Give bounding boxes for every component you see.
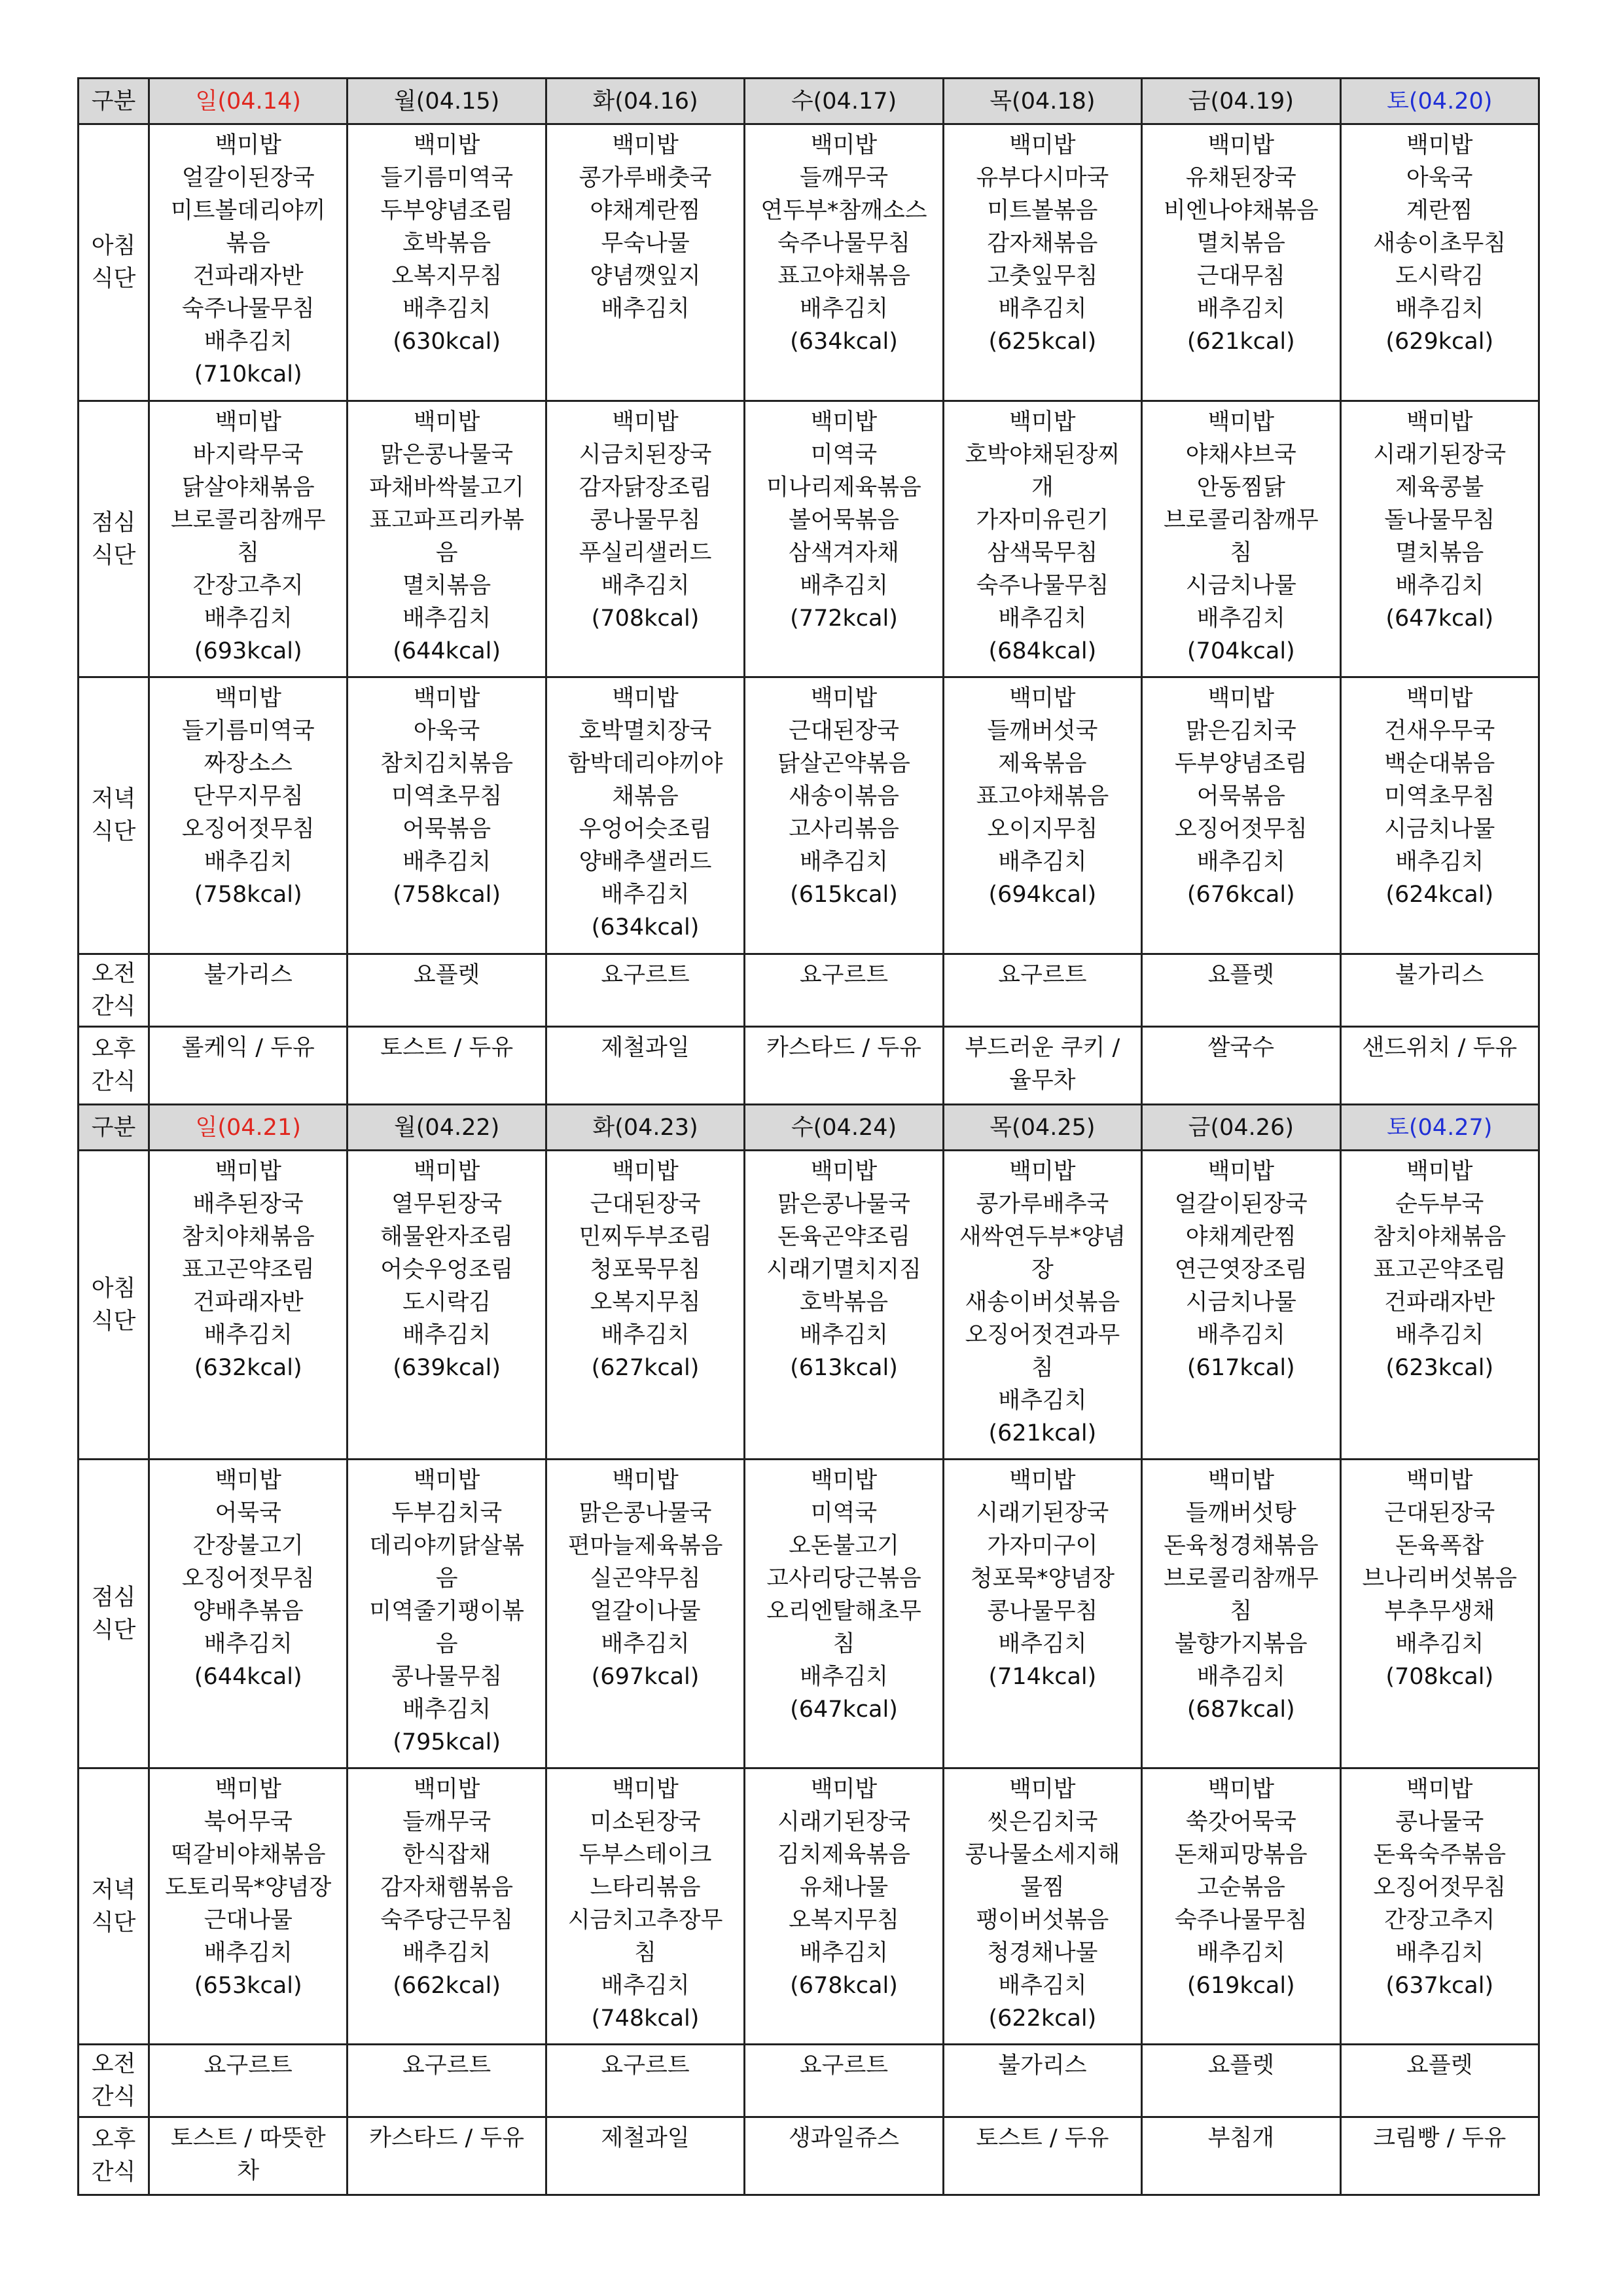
header-category: 구분: [79, 79, 149, 124]
week1-header-row: [79, 79, 1539, 124]
menu-cell: 백미밥 배추된장국 참치야채볶음 표고곤약조림 건파래자반 배추김치 (632kcal): [149, 1151, 348, 1460]
menu-cell: 백미밥 바지락무국 닭살야채볶음 브로콜리참깨무 침 간장고추지 배추김치 (693kcal): [149, 401, 348, 677]
menu-cell: 카스타드 / 두유: [745, 1027, 943, 1105]
menu-cell: 백미밥 들깨무국 연두부*참깨소스 숙주나물무침 표고야채볶음 배추김치 (634kcal): [745, 124, 943, 401]
header-day-fri: 금(04.19): [1142, 79, 1340, 124]
menu-cell: 백미밥 얼갈이된장국 미트볼데리야끼 볶음 건파래자반 숙주나물무침 배추김치 (710kcal): [149, 124, 348, 401]
menu-cell: 부드러운 쿠키 / 율무차: [943, 1027, 1141, 1105]
week2-dinner-row: [79, 1768, 1539, 2045]
menu-cell: 카스타드 / 두유: [348, 2117, 546, 2195]
header-day-wed: 수(04.24): [745, 1105, 943, 1151]
header-day-mon: 월(04.15): [348, 79, 546, 124]
menu-cell: 백미밥 맑은콩나물국 돈육곤약조림 시래기멸치지짐 호박볶음 배추김치 (613kcal): [745, 1151, 943, 1460]
menu-cell: 요플렛: [1142, 2045, 1340, 2117]
menu-cell: 백미밥 들기름미역국 두부양념조림 호박볶음 오복지무침 배추김치 (630kcal): [348, 124, 546, 401]
week2-header-row: [79, 1105, 1539, 1151]
row-label-dinner: 저녁 식단: [79, 1768, 149, 2045]
menu-cell: 롤케익 / 두유: [149, 1027, 348, 1105]
menu-cell: 요구르트: [546, 954, 744, 1027]
row-label-dinner: 저녁 식단: [79, 677, 149, 954]
menu-cell: 백미밥 건새우무국 백순대볶음 미역초무침 시금치나물 배추김치 (624kcal): [1340, 677, 1539, 954]
menu-cell: 백미밥 순두부국 참치야채볶음 표고곤약조림 건파래자반 배추김치 (623kcal): [1340, 1151, 1539, 1460]
meal-schedule-table: [77, 77, 1540, 2196]
header-day-thu: 목(04.18): [943, 79, 1141, 124]
menu-cell: 백미밥 맑은김치국 두부양념조림 어묵볶음 오징어젓무침 배추김치 (676kcal): [1142, 677, 1340, 954]
week2-breakfast-row: [79, 1151, 1539, 1460]
menu-cell: 백미밥 들깨버섯국 제육볶음 표고야채볶음 오이지무침 배추김치 (694kcal): [943, 677, 1141, 954]
menu-cell: 백미밥 북어무국 떡갈비야채볶음 도토리묵*양념장 근대나물 배추김치 (653kcal): [149, 1768, 348, 2045]
menu-cell: 백미밥 씻은김치국 콩나물소세지해 물찜 팽이버섯볶음 청경채나물 배추김치 (622kcal): [943, 1768, 1141, 2045]
menu-cell: 백미밥 들깨버섯탕 돈육청경채볶음 브로콜리참깨무 침 불향가지볶음 배추김치 (687kcal): [1142, 1460, 1340, 1768]
menu-cell: 백미밥 콩가루배춧국 야채계란찜 무숙나물 양념깻잎지 배추김치: [546, 124, 744, 401]
menu-cell: 백미밥 콩나물국 돈육숙주볶음 오징어젓무침 간장고추지 배추김치 (637kcal): [1340, 1768, 1539, 2045]
menu-cell: 백미밥 유부다시마국 미트볼볶음 감자채볶음 고춧잎무침 배추김치 (625kcal): [943, 124, 1141, 401]
row-label-am-snack: 오전 간식: [79, 2045, 149, 2117]
menu-cell: 요플렛: [1340, 2045, 1539, 2117]
menu-cell: 생과일쥬스: [745, 2117, 943, 2195]
menu-cell: 불가리스: [149, 954, 348, 1027]
menu-cell: 백미밥 얼갈이된장국 야채계란찜 연근엿장조림 시금치나물 배추김치 (617kcal): [1142, 1151, 1340, 1460]
header-day-tue: 화(04.16): [546, 79, 744, 124]
menu-cell: 백미밥 맑은콩나물국 파채바싹불고기 표고파프리카볶 음 멸치볶음 배추김치 (644kcal): [348, 401, 546, 677]
week2-am-snack-row: [79, 2045, 1539, 2117]
week1-breakfast-row: [79, 124, 1539, 401]
menu-cell: 백미밥 들기름미역국 짜장소스 단무지무침 오징어젓무침 배추김치 (758kcal): [149, 677, 348, 954]
row-label-pm-snack: 오후 간식: [79, 2117, 149, 2195]
menu-cell: 크림빵 / 두유: [1340, 2117, 1539, 2195]
row-label-am-snack: 오전 간식: [79, 954, 149, 1027]
menu-cell: 샌드위치 / 두유: [1340, 1027, 1539, 1105]
header-day-sat: 토(04.20): [1340, 79, 1539, 124]
week1-lunch-row: [79, 401, 1539, 677]
menu-cell: 백미밥 야채샤브국 안동찜닭 브로콜리참깨무 침 시금치나물 배추김치 (704kcal): [1142, 401, 1340, 677]
menu-cell: 백미밥 쑥갓어묵국 돈채피망볶음 고순볶음 숙주나물무침 배추김치 (619kcal): [1142, 1768, 1340, 2045]
menu-cell: 백미밥 시래기된장국 제육콩불 돌나물무침 멸치볶음 배추김치 (647kcal): [1340, 401, 1539, 677]
week1-pm-snack-row: [79, 1027, 1539, 1105]
header-day-sun: 일(04.21): [149, 1105, 348, 1151]
menu-cell: 제철과일: [546, 2117, 744, 2195]
menu-cell: 불가리스: [943, 2045, 1141, 2117]
header-day-thu: 목(04.25): [943, 1105, 1141, 1151]
week2-pm-snack-row: [79, 2117, 1539, 2195]
menu-cell: 백미밥 유채된장국 비엔나야채볶음 멸치볶음 근대무침 배추김치 (621kcal): [1142, 124, 1340, 401]
menu-cell: 제철과일: [546, 1027, 744, 1105]
header-day-fri: 금(04.26): [1142, 1105, 1340, 1151]
header-category: 구분: [79, 1105, 149, 1151]
menu-cell: 백미밥 근대된장국 닭살곤약볶음 새송이볶음 고사리볶음 배추김치 (615kcal): [745, 677, 943, 954]
menu-cell: 백미밥 콩가루배추국 새싹연두부*양념 장 새송이버섯볶음 오징어젓견과무 침 배추김치 (621kcal): [943, 1151, 1141, 1460]
menu-cell: 백미밥 두부김치국 데리야끼닭살볶 음 미역줄기팽이볶 음 콩나물무침 배추김치 (795kcal): [348, 1460, 546, 1768]
menu-cell: 백미밥 미소된장국 두부스테이크 느타리볶음 시금치고추장무 침 배추김치 (748kcal): [546, 1768, 744, 2045]
menu-cell: 토스트 / 두유: [348, 1027, 546, 1105]
menu-cell: 백미밥 시래기된장국 김치제육볶음 유채나물 오복지무침 배추김치 (678kcal): [745, 1768, 943, 2045]
menu-cell: 백미밥 아욱국 참치김치볶음 미역초무침 어묵볶음 배추김치 (758kcal): [348, 677, 546, 954]
menu-cell: 부침개: [1142, 2117, 1340, 2195]
row-label-breakfast: 아침 식단: [79, 1151, 149, 1460]
week1-dinner-row: [79, 677, 1539, 954]
menu-cell: 요구르트: [943, 954, 1141, 1027]
header-day-wed: 수(04.17): [745, 79, 943, 124]
week2-lunch-row: [79, 1460, 1539, 1768]
menu-cell: 요플렛: [1142, 954, 1340, 1027]
menu-cell: 불가리스: [1340, 954, 1539, 1027]
menu-cell: 요구르트: [745, 2045, 943, 2117]
menu-cell: 백미밥 맑은콩나물국 편마늘제육볶음 실곤약무침 얼갈이나물 배추김치 (697kcal): [546, 1460, 744, 1768]
header-day-sat: 토(04.27): [1340, 1105, 1539, 1151]
header-day-tue: 화(04.23): [546, 1105, 744, 1151]
menu-cell: 토스트 / 두유: [943, 2117, 1141, 2195]
menu-cell: 쌀국수: [1142, 1027, 1340, 1105]
menu-cell: 요구르트: [348, 2045, 546, 2117]
menu-cell: 요구르트: [149, 2045, 348, 2117]
menu-cell: 백미밥 미역국 미나리제육볶음 볼어묵볶음 삼색겨자채 배추김치 (772kcal): [745, 401, 943, 677]
menu-cell: 백미밥 들깨무국 한식잡채 감자채햄볶음 숙주당근무침 배추김치 (662kcal): [348, 1768, 546, 2045]
header-day-mon: 월(04.22): [348, 1105, 546, 1151]
menu-cell: 백미밥 시금치된장국 감자닭장조림 콩나물무침 푸실리샐러드 배추김치 (708kcal): [546, 401, 744, 677]
menu-cell: 백미밥 미역국 오돈불고기 고사리당근볶음 오리엔탈해초무 침 배추김치 (647kcal): [745, 1460, 943, 1768]
header-day-sun: 일(04.14): [149, 79, 348, 124]
menu-cell: 백미밥 호박야채된장찌 개 가자미유린기 삼색묵무침 숙주나물무침 배추김치 (684kcal): [943, 401, 1141, 677]
menu-cell: 백미밥 호박멸치장국 함박데리야끼야 채볶음 우엉어슷조림 양배추샐러드 배추김치 (634kcal): [546, 677, 744, 954]
row-label-breakfast: 아침 식단: [79, 124, 149, 401]
week1-am-snack-row: [79, 954, 1539, 1027]
menu-cell: 백미밥 근대된장국 돈육폭찹 브나리버섯볶음 부추무생채 배추김치 (708kcal): [1340, 1460, 1539, 1768]
menu-cell: 백미밥 아욱국 계란찜 새송이초무침 도시락김 배추김치 (629kcal): [1340, 124, 1539, 401]
menu-cell: 요플렛: [348, 954, 546, 1027]
menu-cell: 요구르트: [745, 954, 943, 1027]
row-label-lunch: 점심 식단: [79, 401, 149, 677]
menu-cell: 백미밥 시래기된장국 가자미구이 청포묵*양념장 콩나물무침 배추김치 (714kcal): [943, 1460, 1141, 1768]
menu-cell: 백미밥 근대된장국 민찌두부조림 청포묵무침 오복지무침 배추김치 (627kcal): [546, 1151, 744, 1460]
menu-cell: 백미밥 어묵국 간장불고기 오징어젓무침 양배추볶음 배추김치 (644kcal): [149, 1460, 348, 1768]
menu-cell: 요구르트: [546, 2045, 744, 2117]
menu-cell: 백미밥 열무된장국 해물완자조림 어슷우엉조림 도시락김 배추김치 (639kcal): [348, 1151, 546, 1460]
row-label-lunch: 점심 식단: [79, 1460, 149, 1768]
menu-cell: 토스트 / 따뜻한 차: [149, 2117, 348, 2195]
row-label-pm-snack: 오후 간식: [79, 1027, 149, 1105]
